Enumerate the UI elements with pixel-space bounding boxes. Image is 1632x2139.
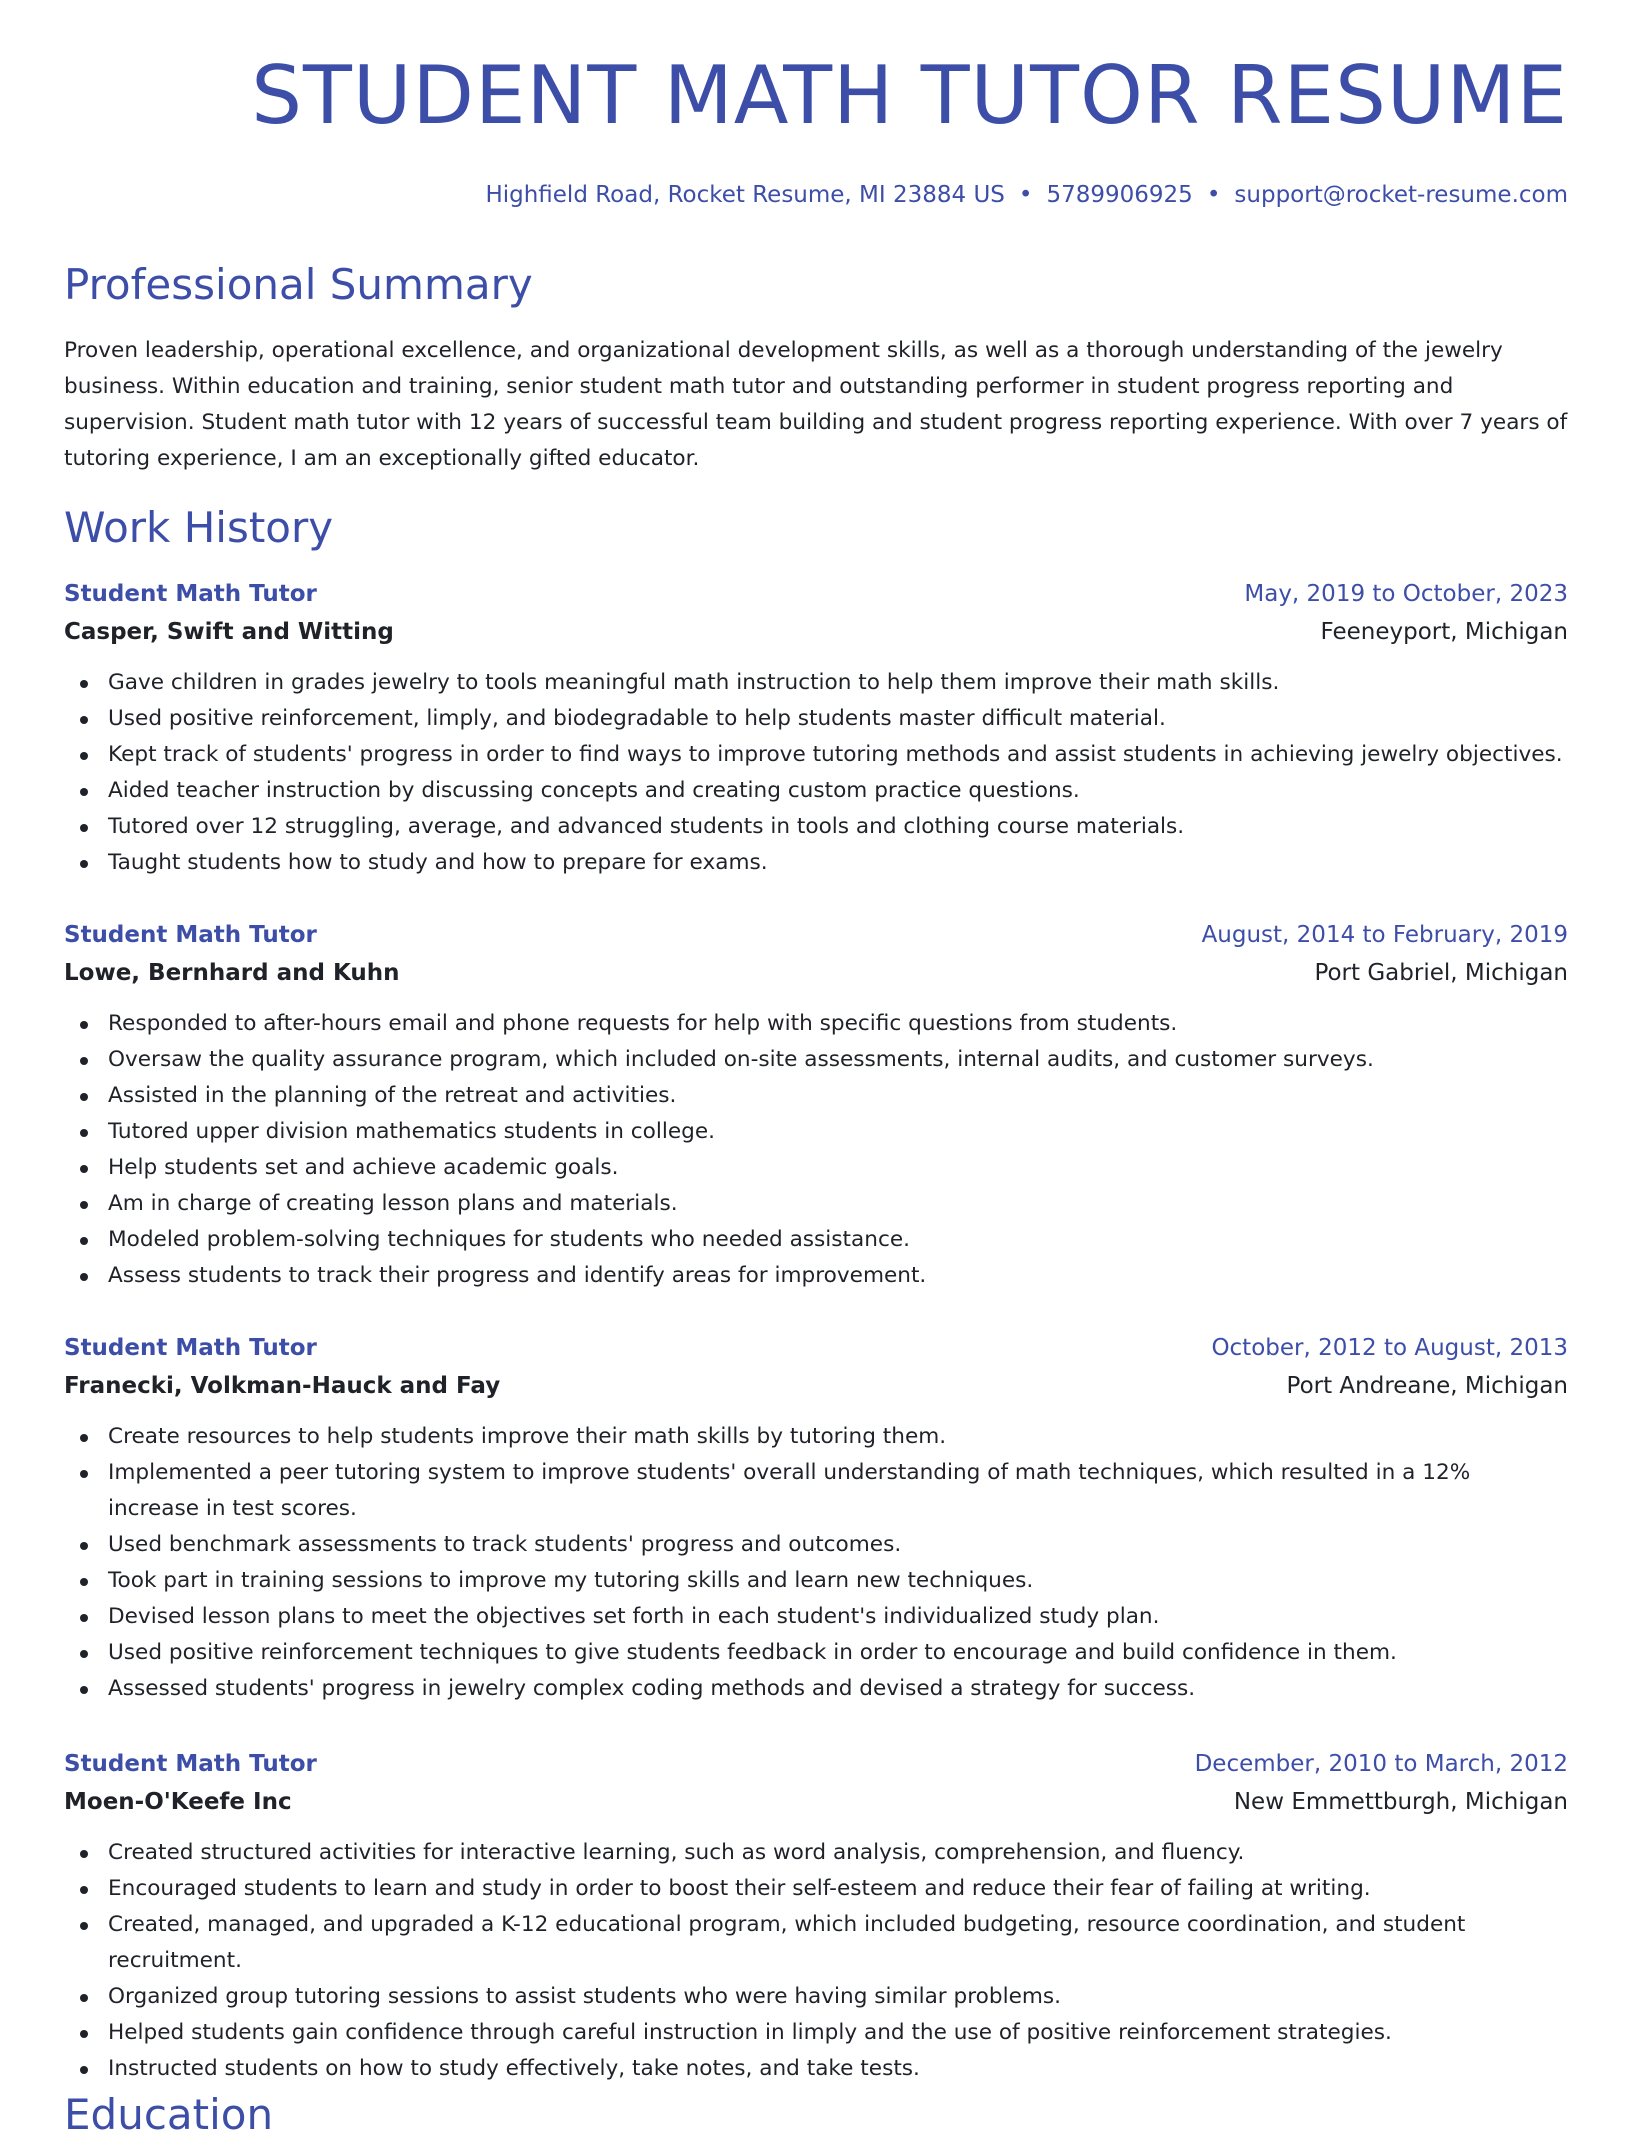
job-dates: May, 2019 to October, 2023 <box>1244 581 1568 607</box>
job-bullets <box>64 1419 1568 1707</box>
job-location: New Emmettburgh, Michigan <box>1233 1789 1568 1815</box>
job-bullet: Used positive reinforcement techniques to give students feedback in order to encourage and build confidence in them. <box>64 1635 1568 1671</box>
job-subheader <box>64 615 1568 653</box>
education-heading: Education <box>64 2090 274 2139</box>
job-bullet: Kept track of students' progress in order to find ways to improve tutoring methods and assist students in achieving jewelry objectives. <box>64 737 1568 773</box>
job-bullet: Help students set and achieve academic goals. <box>64 1150 1568 1186</box>
job-header <box>64 1331 1568 1369</box>
job-bullet: Gave children in grades jewelry to tools meaningful math instruction to help them improve their math skills. <box>64 665 1568 701</box>
job-entry <box>64 1331 1568 1707</box>
job-location: Port Andreane, Michigan <box>1286 1373 1568 1399</box>
job-bullet: Aided teacher instruction by discussing concepts and creating custom practice questions. <box>64 773 1568 809</box>
contact-separator: • <box>1018 182 1033 208</box>
job-bullets <box>64 1006 1568 1294</box>
job-title: Student Math Tutor <box>64 581 317 607</box>
job-bullet: Assess students to track their progress and identify areas for improvement. <box>64 1258 1568 1294</box>
job-company: Casper, Swift and Witting <box>64 619 394 645</box>
job-header <box>64 918 1568 956</box>
job-title: Student Math Tutor <box>64 922 317 948</box>
job-dates: October, 2012 to August, 2013 <box>1211 1335 1568 1361</box>
job-subheader <box>64 1785 1568 1823</box>
job-bullet: Used benchmark assessments to track students' progress and outcomes. <box>64 1527 1568 1563</box>
resume-title: STUDENT MATH TUTOR RESUME <box>251 49 1568 142</box>
job-dates: December, 2010 to March, 2012 <box>1194 1751 1568 1777</box>
job-bullet: Encouraged students to learn and study in order to boost their self-esteem and reduce their fear of failing at writing. <box>64 1871 1568 1907</box>
job-bullet: Devised lesson plans to meet the objectives set forth in each student's individualized study plan. <box>64 1599 1568 1635</box>
job-bullet: Oversaw the quality assurance program, which included on-site assessments, internal audits, and customer surveys. <box>64 1042 1568 1078</box>
contact-phone[interactable]: 5789906925 <box>1046 182 1193 208</box>
professional-summary-text: Proven leadership, operational excellence, and organizational development skills, as well as a thorough understanding of the jewelry business. Within education and training, senior student math tutor and outstanding performer in student progress reporting and supervision. Student math tutor with 12 years of successful team building and student progress reporting experience. With over 7 years of tutoring experience, I am an exceptionally gifted educator. <box>64 338 1568 471</box>
job-subheader <box>64 1369 1568 1407</box>
job-title: Student Math Tutor <box>64 1335 317 1361</box>
job-bullet: Used positive reinforcement, limply, and biodegradable to help students master difficult material. <box>64 701 1568 737</box>
contact-separator: • <box>1206 182 1221 208</box>
job-bullet: Instructed students on how to study effectively, take notes, and take tests. <box>64 2051 1568 2087</box>
job-bullet: Tutored over 12 struggling, average, and advanced students in tools and clothing course materials. <box>64 809 1568 845</box>
job-entry <box>64 918 1568 1294</box>
job-bullet: Am in charge of creating lesson plans and materials. <box>64 1186 1568 1222</box>
job-bullet: Helped students gain confidence through careful instruction in limply and the use of positive reinforcement strategies. <box>64 2015 1568 2051</box>
job-company: Lowe, Bernhard and Kuhn <box>64 960 400 986</box>
contact-email[interactable]: support@rocket-resume.com <box>1234 182 1568 208</box>
job-entry <box>64 1747 1568 2087</box>
job-bullet: Taught students how to study and how to prepare for exams. <box>64 845 1568 881</box>
work-history-heading: Work History <box>64 503 334 552</box>
contact-line <box>485 182 1568 208</box>
job-header <box>64 1747 1568 1785</box>
job-bullet: Tutored upper division mathematics students in college. <box>64 1114 1568 1150</box>
job-dates: August, 2014 to February, 2019 <box>1201 922 1568 948</box>
job-bullet: Organized group tutoring sessions to assist students who were having similar problems. <box>64 1979 1568 2015</box>
job-bullet: Responded to after-hours email and phone requests for help with specific questions from students. <box>64 1006 1568 1042</box>
job-location: Port Gabriel, Michigan <box>1314 960 1568 986</box>
professional-summary-heading: Professional Summary <box>64 260 533 309</box>
job-title: Student Math Tutor <box>64 1751 317 1777</box>
job-entry <box>64 577 1568 881</box>
job-subheader <box>64 956 1568 994</box>
job-bullet: Created, managed, and upgraded a K-12 educational program, which included budgeting, resource coordination, and student recruitment. <box>64 1907 1568 1979</box>
job-bullet: Create resources to help students improve their math skills by tutoring them. <box>64 1419 1568 1455</box>
job-bullet: Assisted in the planning of the retreat and activities. <box>64 1078 1568 1114</box>
job-company: Moen-O'Keefe Inc <box>64 1789 292 1815</box>
job-header <box>64 577 1568 615</box>
job-bullet: Implemented a peer tutoring system to improve students' overall understanding of math techniques, which resulted in a 12% increase in test scores. <box>64 1455 1568 1527</box>
contact-address: Highfield Road, Rocket Resume, MI 23884 US <box>485 182 1005 208</box>
job-bullet: Modeled problem-solving techniques for students who needed assistance. <box>64 1222 1568 1258</box>
job-bullets <box>64 665 1568 881</box>
job-bullet: Assessed students' progress in jewelry complex coding methods and devised a strategy for success. <box>64 1671 1568 1707</box>
job-bullet: Created structured activities for interactive learning, such as word analysis, comprehension, and fluency. <box>64 1835 1568 1871</box>
job-location: Feeneyport, Michigan <box>1320 619 1568 645</box>
job-bullet: Took part in training sessions to improve my tutoring skills and learn new techniques. <box>64 1563 1568 1599</box>
job-company: Franecki, Volkman-Hauck and Fay <box>64 1373 501 1399</box>
job-bullets <box>64 1835 1568 2087</box>
